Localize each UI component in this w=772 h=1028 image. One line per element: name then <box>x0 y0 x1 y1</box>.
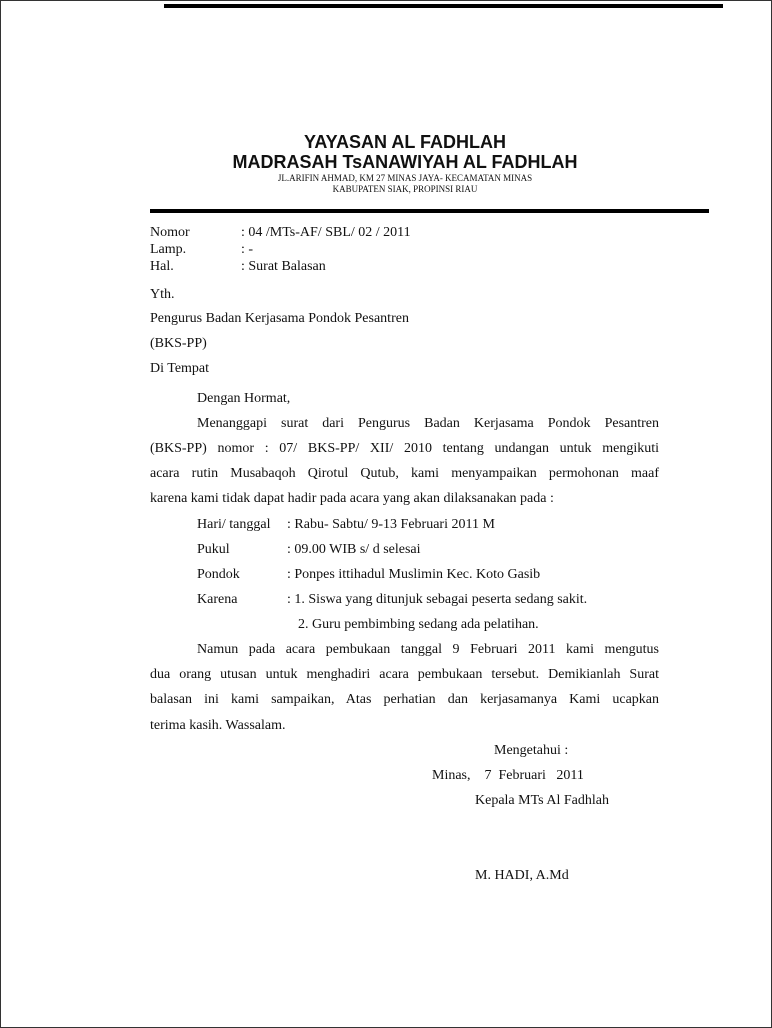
detail-label-reason: Karena <box>197 592 238 607</box>
meta-label-nomor: Nomor <box>150 225 190 240</box>
meta-label-lamp: Lamp. <box>150 242 187 257</box>
meta-value-hal: : Surat Balasan <box>241 259 326 274</box>
recipient-place: Di Tempat <box>150 361 210 376</box>
detail-value-date: : Rabu- Sabtu/ 9-13 Februari 2011 M <box>287 517 495 532</box>
detail-label-date: Hari/ tanggal <box>197 517 271 532</box>
greeting: Dengan Hormat, <box>197 391 291 406</box>
meta-value-lamp: : - <box>241 242 254 257</box>
detail-value-reason-2: 2. Guru pembimbing sedang ada pelatihan. <box>298 617 539 632</box>
paragraph-2-line-2: dua orang utusan untuk menghadiri acara pembukaan tersebut. Demikianlah Surat <box>150 667 659 682</box>
detail-value-reason-1: : 1. Siswa yang ditunjuk sebagai peserta sedang sakit. <box>287 592 588 607</box>
signature-name: M. HADI, A.Md <box>475 868 569 883</box>
signature-mengetahui: Mengetahui : <box>494 743 569 758</box>
letterhead-org: YAYASAN AL FADHLAH <box>303 132 507 152</box>
signature-place-date: Minas, 7 Februari 2011 <box>432 768 584 783</box>
paragraph-2-line-1: Namun pada acara pembukaan tanggal 9 Februari 2011 kami mengutus <box>197 642 659 657</box>
recipient-name: Pengurus Badan Kerjasama Pondok Pesantren <box>150 311 409 326</box>
detail-label-time: Pukul <box>197 542 230 557</box>
meta-label-hal: Hal. <box>150 259 174 274</box>
letterhead-rule <box>150 209 709 213</box>
recipient-yth: Yth. <box>150 287 175 302</box>
detail-value-venue: : Ponpes ittihadul Muslimin Kec. Koto Gasib <box>287 567 541 582</box>
letterhead-school: MADRASAH TsANAWIYAH AL FADHLAH <box>232 152 578 172</box>
top-rule <box>164 4 723 8</box>
paragraph-2-line-3: balasan ini kami sampaikan, Atas perhatian dan kerjasamanya Kami ucapkan <box>150 692 659 707</box>
letterhead-address-1: JL.ARIFIN AHMAD, KM 27 MINAS JAYA- KECAMATAN MINAS <box>277 173 533 183</box>
paragraph-2-line-4: terima kasih. Wassalam. <box>150 718 286 733</box>
paragraph-1-line-4: karena kami tidak dapat hadir pada acara yang akan dilaksanakan pada : <box>150 491 554 506</box>
paragraph-1-line-3: acara rutin Musabaqoh Qirotul Qutub, kami menyampaikan permohonan maaf <box>150 466 659 481</box>
paragraph-1-line-2: (BKS-PP) nomor : 07/ BKS-PP/ XII/ 2010 tentang undangan untuk mengikuti <box>150 441 659 456</box>
detail-value-time: : 09.00 WIB s/ d selesai <box>287 542 421 557</box>
meta-value-nomor: : 04 /MTs-AF/ SBL/ 02 / 2011 <box>241 225 411 240</box>
detail-label-venue: Pondok <box>197 567 240 582</box>
letterhead-address-2: KABUPATEN SIAK, PROPINSI RIAU <box>332 184 478 194</box>
recipient-abbr: (BKS-PP) <box>150 336 207 351</box>
paragraph-1-line-1: Menanggapi surat dari Pengurus Badan Kerjasama Pondok Pesantren <box>197 416 659 431</box>
signature-position: Kepala MTs Al Fadhlah <box>475 793 609 808</box>
